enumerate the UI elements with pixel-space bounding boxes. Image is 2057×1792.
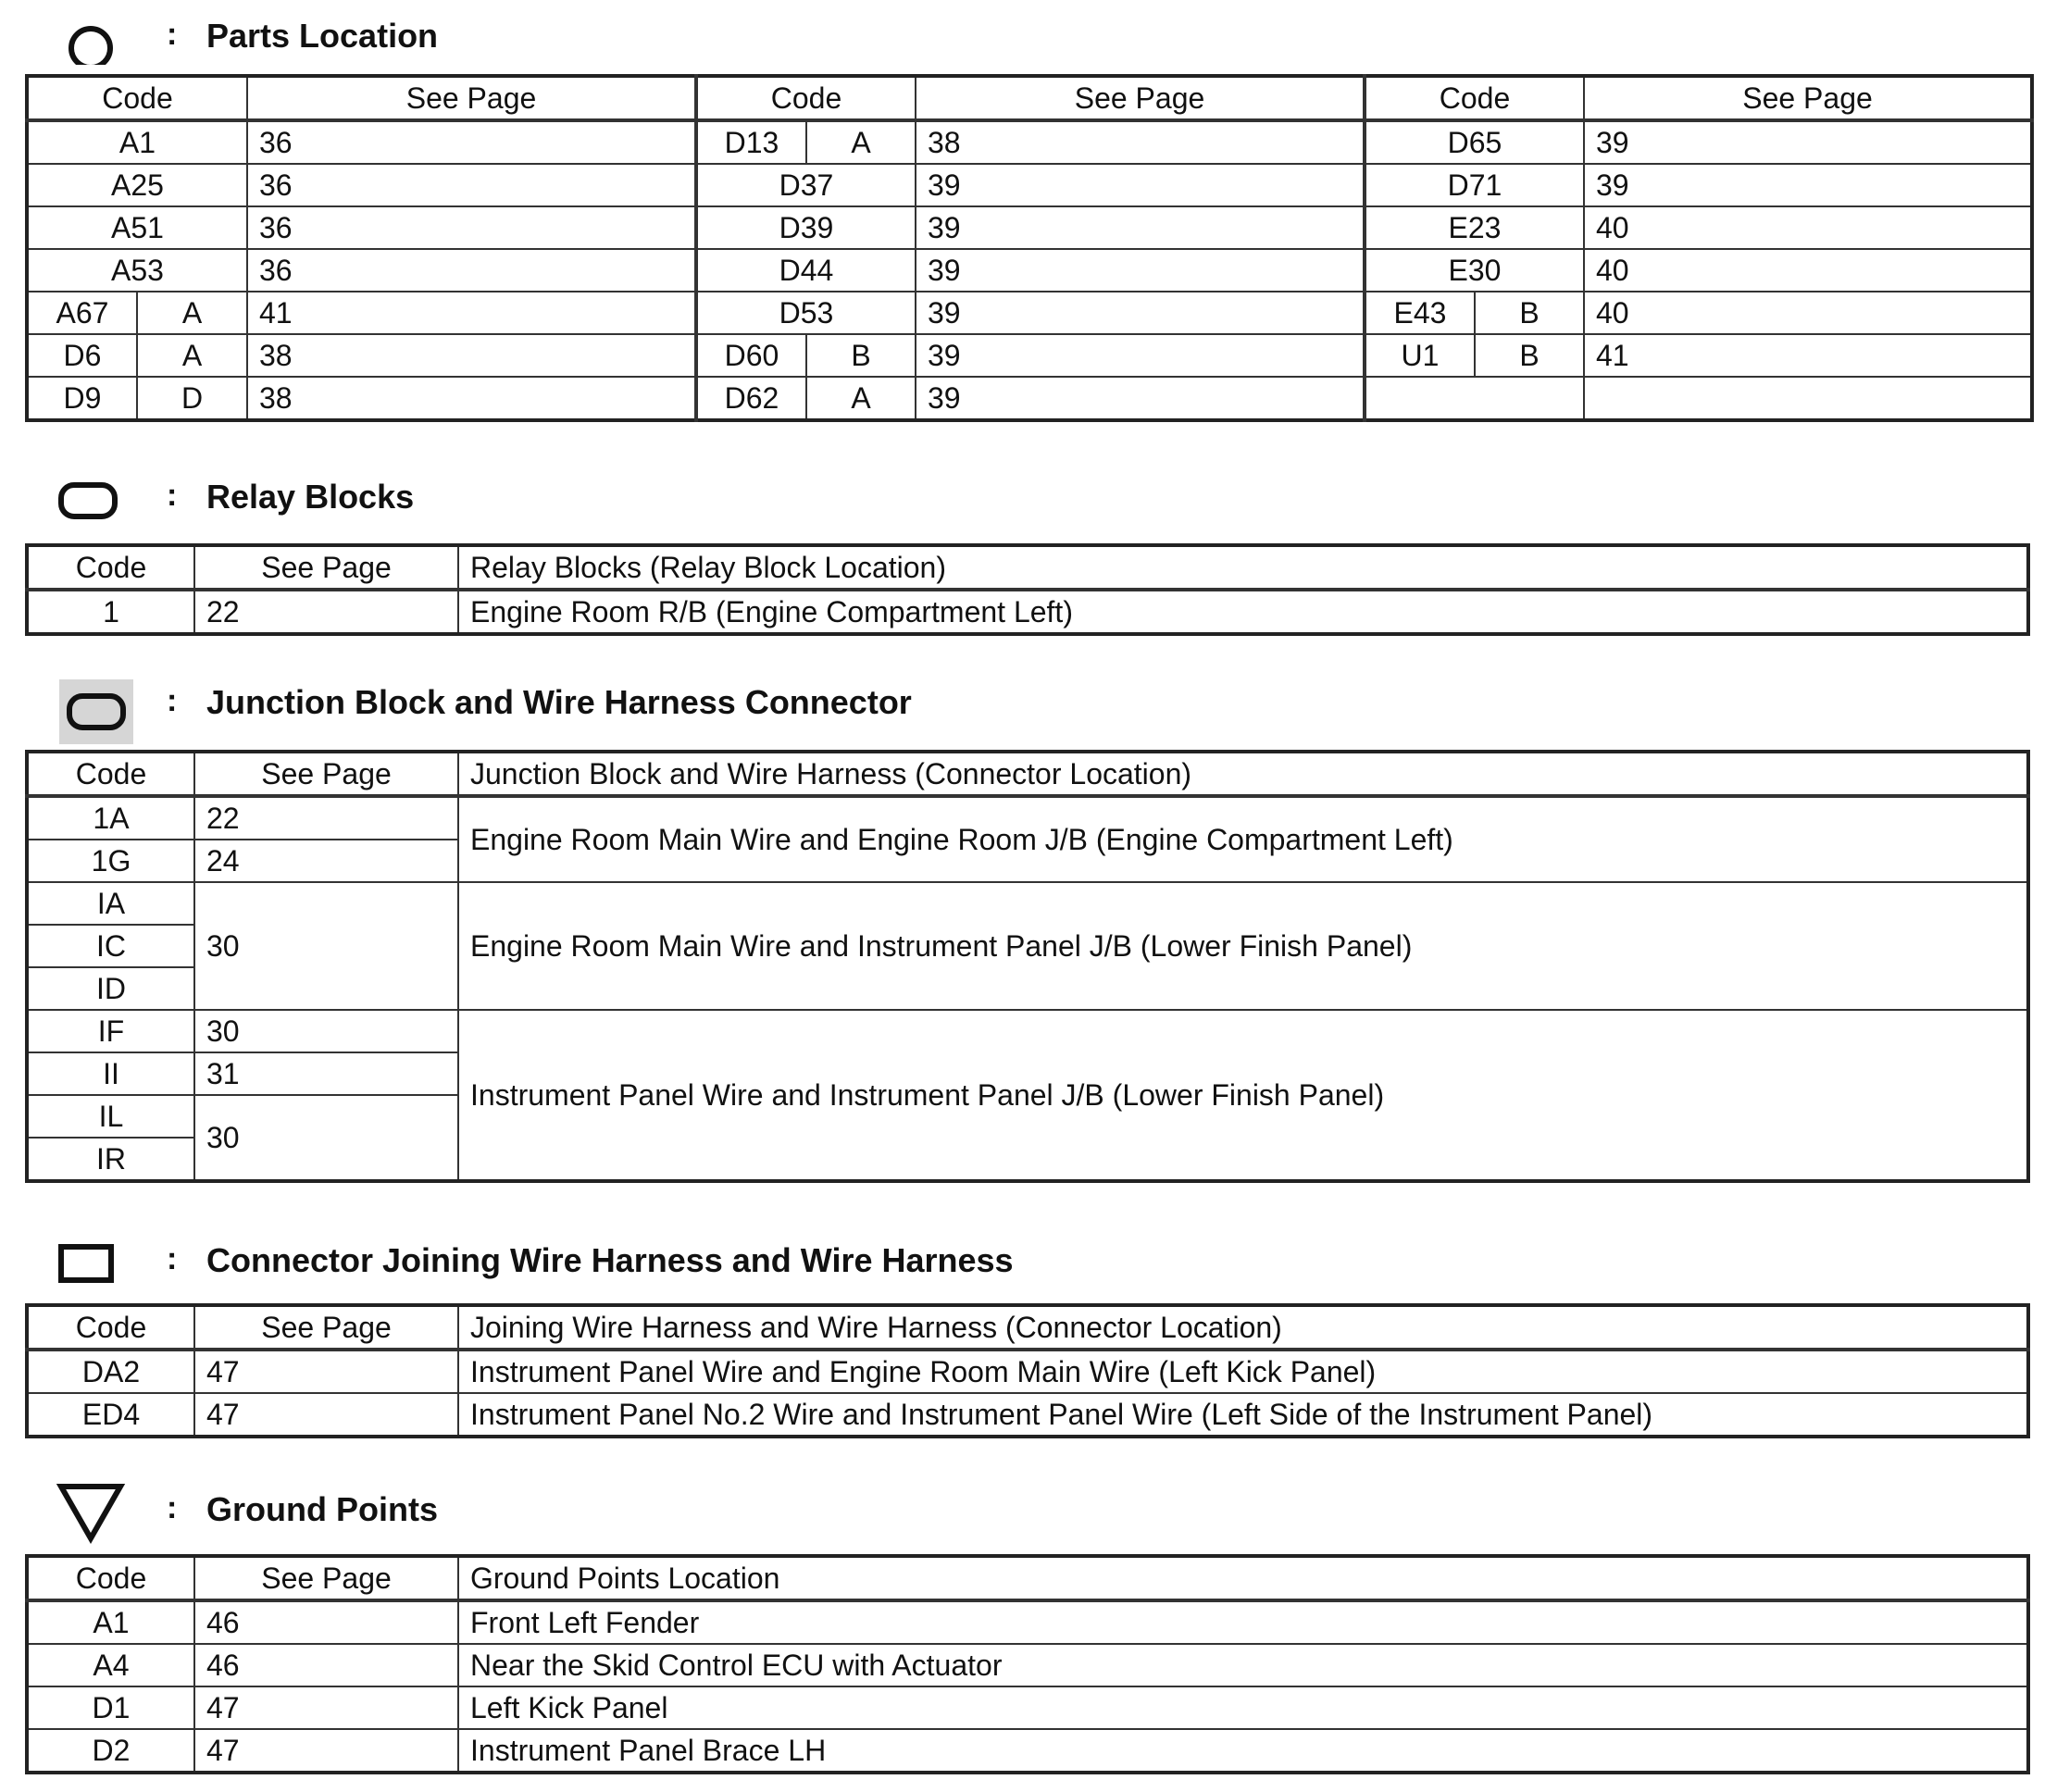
desc-cell: Left Kick Panel: [458, 1686, 2028, 1729]
desc-cell: Instrument Panel Wire and Engine Room Main Wire (Left Kick Panel): [458, 1350, 2028, 1393]
page-cell: 36: [247, 249, 696, 292]
page-cell: 47: [194, 1729, 458, 1773]
colon: :: [167, 17, 178, 52]
page-cell: 38: [247, 377, 696, 420]
col-page: See Page: [247, 76, 696, 120]
code-cell: II: [27, 1052, 194, 1095]
code-cell: A1: [27, 120, 247, 164]
table-header: [27, 752, 2028, 796]
sub-cell: D: [137, 377, 247, 420]
code-cell: D71: [1365, 164, 1584, 206]
code-cell: D65: [1365, 120, 1584, 164]
code-cell: D44: [696, 249, 916, 292]
page-cell: 46: [194, 1600, 458, 1644]
page-cell: 30: [194, 882, 458, 1010]
page-cell: 47: [194, 1350, 458, 1393]
page-cell: 24: [194, 840, 458, 882]
col-code: Code: [27, 545, 194, 590]
page-cell: 39: [916, 249, 1365, 292]
code-cell: [1365, 377, 1584, 420]
table-row: [27, 164, 2032, 206]
code-cell: A51: [27, 206, 247, 249]
shaded-rounded-rect-icon: [56, 679, 133, 731]
page-cell: 36: [247, 120, 696, 164]
page-cell: 39: [916, 334, 1365, 377]
code-cell: D39: [696, 206, 916, 249]
code-cell: IR: [27, 1138, 194, 1181]
page-cell: 47: [194, 1686, 458, 1729]
page-cell: 36: [247, 164, 696, 206]
page-cell: 31: [194, 1052, 458, 1095]
code-cell: U1: [1365, 334, 1475, 377]
table-row: [27, 249, 2032, 292]
relay-blocks-table: [25, 543, 2030, 636]
col-code: Code: [27, 752, 194, 796]
table-row: [27, 1350, 2028, 1393]
code-cell: D37: [696, 164, 916, 206]
code-cell: E23: [1365, 206, 1584, 249]
col-page: See Page: [1584, 76, 2032, 120]
col-page: See Page: [194, 752, 458, 796]
sub-cell: A: [806, 120, 916, 164]
table-row: [27, 120, 2032, 164]
code-cell: 1: [27, 590, 194, 634]
col-page: See Page: [916, 76, 1365, 120]
parts-location-header: [0, 6, 2057, 70]
colon: :: [167, 1490, 178, 1525]
page-cell: 40: [1584, 292, 2032, 334]
col-code: Code: [696, 76, 916, 120]
table-header: [27, 1556, 2028, 1600]
table-row: [27, 334, 2032, 377]
code-cell: IA: [27, 882, 194, 925]
col-page: See Page: [194, 545, 458, 590]
code-cell: ED4: [27, 1393, 194, 1437]
table-row: [27, 1686, 2028, 1729]
code-cell: D6: [27, 334, 137, 377]
sub-cell: A: [806, 377, 916, 420]
rectangle-icon: [56, 1238, 133, 1289]
desc-cell: Instrument Panel Wire and Instrument Panel J/B (Lower Finish Panel): [458, 1010, 2028, 1181]
table-header: [27, 76, 2032, 120]
page-cell: 39: [1584, 120, 2032, 164]
page-cell: 38: [247, 334, 696, 377]
col-desc: Junction Block and Wire Harness (Connector Location): [458, 752, 2028, 796]
col-code: Code: [1365, 76, 1584, 120]
table-row: [27, 206, 2032, 249]
page-cell: 22: [194, 796, 458, 840]
sub-cell: B: [806, 334, 916, 377]
page-cell: 39: [1584, 164, 2032, 206]
desc-cell: Front Left Fender: [458, 1600, 2028, 1644]
page-cell: 41: [1584, 334, 2032, 377]
code-cell: D13: [696, 120, 806, 164]
code-cell: IL: [27, 1095, 194, 1138]
desc-cell: Engine Room R/B (Engine Compartment Left): [458, 590, 2028, 634]
page-cell: 38: [916, 120, 1365, 164]
connector-joining-table: [25, 1303, 2030, 1438]
page-cell: 46: [194, 1644, 458, 1686]
sub-cell: B: [1475, 334, 1584, 377]
code-cell: E30: [1365, 249, 1584, 292]
page-cell: 22: [194, 590, 458, 634]
ground-points-table: [25, 1554, 2030, 1774]
section-title: Connector Joining Wire Harness and Wire Harness: [206, 1241, 1014, 1279]
code-cell: A4: [27, 1644, 194, 1686]
code-cell: 1A: [27, 796, 194, 840]
sub-cell: B: [1475, 292, 1584, 334]
code-cell: D62: [696, 377, 806, 420]
table-row: [27, 1393, 2028, 1437]
code-cell: A53: [27, 249, 247, 292]
table-row: [27, 1729, 2028, 1773]
table-row: [27, 1644, 2028, 1686]
colon: :: [167, 478, 178, 513]
desc-cell: Engine Room Main Wire and Engine Room J/B (Engine Compartment Left): [458, 796, 2028, 882]
table-header: [27, 545, 2028, 590]
sub-cell: A: [137, 292, 247, 334]
page-cell: 39: [916, 206, 1365, 249]
code-cell: A67: [27, 292, 137, 334]
col-desc: Ground Points Location: [458, 1556, 2028, 1600]
desc-cell: Instrument Panel Brace LH: [458, 1729, 2028, 1773]
desc-cell: Near the Skid Control ECU with Actuator: [458, 1644, 2028, 1686]
junction-block-table: [25, 750, 2030, 1183]
page-cell: 39: [916, 377, 1365, 420]
page-cell: 30: [194, 1010, 458, 1052]
ground-points-header: [0, 1479, 2057, 1544]
col-page: See Page: [194, 1305, 458, 1350]
page-cell: 30: [194, 1095, 458, 1181]
rounded-rect-icon: [56, 474, 133, 526]
code-cell: IC: [27, 925, 194, 967]
section-title: Ground Points: [206, 1490, 438, 1528]
page-cell: [1584, 377, 2032, 420]
code-cell: A25: [27, 164, 247, 206]
page-cell: 41: [247, 292, 696, 334]
col-code: Code: [27, 76, 247, 120]
colon: :: [167, 683, 178, 718]
desc-cell: Engine Room Main Wire and Instrument Panel J/B (Lower Finish Panel): [458, 882, 2028, 1010]
section-title: Relay Blocks: [206, 478, 415, 516]
code-cell: 1G: [27, 840, 194, 882]
col-page: See Page: [194, 1556, 458, 1600]
table-row: [27, 796, 2028, 840]
page-cell: 40: [1584, 249, 2032, 292]
parts-location-table: [25, 74, 2034, 422]
table-row: [27, 292, 2032, 334]
code-cell: DA2: [27, 1350, 194, 1393]
table-row: [27, 882, 2028, 925]
page-cell: 39: [916, 164, 1365, 206]
page-cell: 47: [194, 1393, 458, 1437]
code-cell: D53: [696, 292, 916, 334]
col-desc: Relay Blocks (Relay Block Location): [458, 545, 2028, 590]
col-code: Code: [27, 1556, 194, 1600]
table-row: [27, 1600, 2028, 1644]
page-cell: 40: [1584, 206, 2032, 249]
table-row: [27, 377, 2032, 420]
page-cell: 36: [247, 206, 696, 249]
colon: :: [167, 1241, 178, 1276]
table-header: [27, 1305, 2028, 1350]
code-cell: D1: [27, 1686, 194, 1729]
connector-joining-header: [0, 1230, 2057, 1295]
code-cell: D60: [696, 334, 806, 377]
code-cell: D9: [27, 377, 137, 420]
relay-blocks-header: [0, 467, 2057, 531]
page-cell: 39: [916, 292, 1365, 334]
desc-cell: Instrument Panel No.2 Wire and Instrument Panel Wire (Left Side of the Instrument Panel): [458, 1393, 2028, 1437]
section-title: Junction Block and Wire Harness Connector: [206, 683, 912, 721]
col-code: Code: [27, 1305, 194, 1350]
code-cell: A1: [27, 1600, 194, 1644]
code-cell: D2: [27, 1729, 194, 1773]
code-cell: E43: [1365, 292, 1475, 334]
triangle-down-icon: [56, 1481, 133, 1533]
table-row: [27, 1010, 2028, 1052]
circle-icon: [56, 13, 133, 65]
code-cell: IF: [27, 1010, 194, 1052]
junction-block-header: [0, 672, 2057, 737]
sub-cell: A: [137, 334, 247, 377]
code-cell: ID: [27, 967, 194, 1010]
table-row: [27, 590, 2028, 634]
col-desc: Joining Wire Harness and Wire Harness (Connector Location): [458, 1305, 2028, 1350]
section-title: Parts Location: [206, 17, 439, 55]
